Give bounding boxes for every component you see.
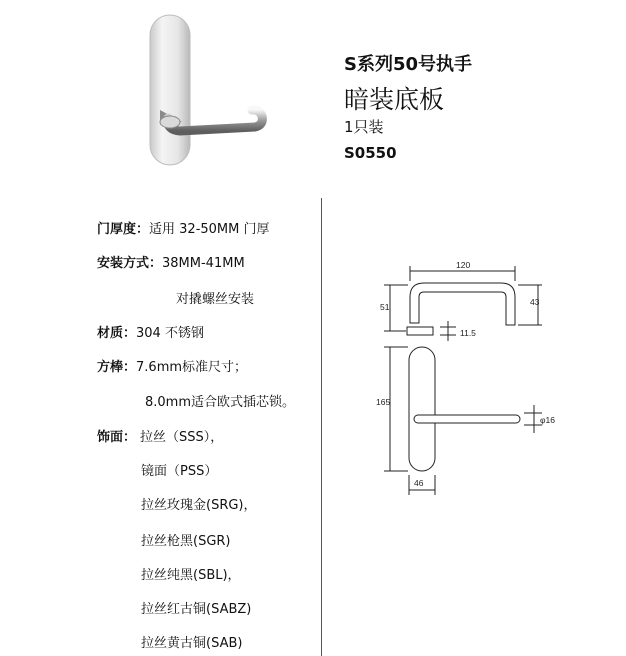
- spec-value: 适用 32-50MM 门厚: [149, 222, 270, 237]
- spec-spindle-2: 8.0mm适合欧式插芯锁。: [145, 395, 296, 410]
- plate-front-view: [409, 347, 435, 471]
- spec-install: [97, 252, 245, 271]
- finish-item: 拉丝黄古铜(SAB): [141, 636, 243, 651]
- product-code: S0550: [344, 144, 397, 162]
- spec-label: 饰面：: [97, 430, 137, 445]
- finish-item: 拉丝（SSS），: [140, 430, 224, 445]
- spec-label: 门厚度：: [97, 222, 150, 237]
- spec-spindle: [97, 356, 247, 375]
- spec-material: [97, 322, 204, 341]
- spec-door-thickness: [97, 218, 270, 237]
- lever-front-view: [414, 415, 520, 423]
- finish-item: 拉丝玫瑰金(SRG)，: [141, 498, 257, 513]
- dim-plate-width: 46: [414, 478, 424, 488]
- dim-plate-height: 165: [376, 397, 391, 407]
- lever-base: [407, 327, 433, 335]
- spec-value: 38MM-41MM: [162, 256, 245, 271]
- dim-base: 11.5: [460, 328, 476, 338]
- spec-label: 材质：: [97, 326, 137, 341]
- product-name: 暗装底板: [344, 85, 445, 114]
- spec-value: 7.6mm标准尺寸；: [136, 360, 248, 375]
- finish-item: 拉丝纯黑(SBL)，: [141, 568, 241, 583]
- finish-item: 镜面（PSS）: [141, 464, 218, 479]
- spec-install-note: 对撬螺丝安装: [176, 292, 255, 307]
- finish-item: 拉丝枪黑(SGR): [141, 534, 231, 549]
- product-pack: 1只装: [344, 118, 384, 136]
- dim-height-right: 43: [530, 297, 540, 307]
- spec-finish-label: [97, 426, 136, 445]
- spec-label: 方棒：: [97, 360, 137, 375]
- dim-width-top: 120: [456, 260, 471, 270]
- spec-value: 304 不锈钢: [136, 326, 204, 341]
- dim-height-left: 51: [380, 302, 390, 312]
- product-series: S系列50号执手: [344, 54, 473, 75]
- spec-label: 安装方式：: [97, 256, 163, 271]
- finish-item: 拉丝红古铜(SABZ): [141, 602, 252, 617]
- lever-top-view: [410, 283, 515, 325]
- product-photo: [140, 10, 280, 175]
- dim-diameter: φ16: [540, 415, 555, 425]
- technical-drawing: [360, 255, 570, 500]
- divider: [321, 198, 322, 656]
